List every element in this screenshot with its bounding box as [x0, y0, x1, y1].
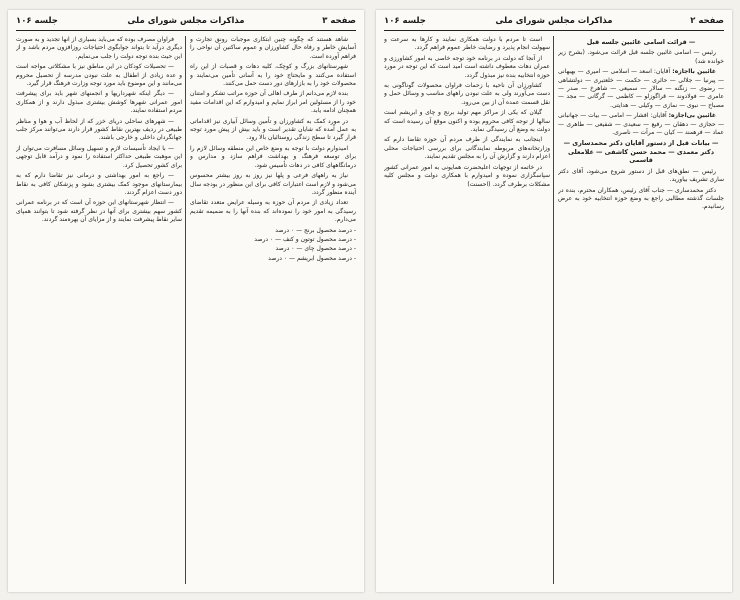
list-item: - درصد محصول ابریشم — ۰ درصد: [268, 254, 356, 262]
page-header: [16, 16, 356, 30]
header-rule: [16, 30, 356, 31]
paragraph: — تحصیلات کودکان در این مناطق نیز با مشکلاتی مواجه است و عده زیادی از اطفال به علت نبودن مدرسه از تحصیل محروم می‌مانند و این موضوع باید مورد توجه وزارت فرهنگ قرار گیرد.: [16, 63, 182, 88]
column-left: [16, 36, 182, 584]
paragraph: از آنجا که دولت در برنامه خود توجه خاصی به امور کشاورزی و عمران دهات معطوف داشته است امید است که این توجه در مورد حوزه انتخابیه بنده نیز مبذول گردد.: [384, 54, 550, 79]
paragraph: بنده لازم می‌دانم از طرف اهالی آن حوزه مراتب تشکر و امتنان خود را از مسئولین امر ابراز نمایم و امیدوارم که این اقدامات مفید همچنان ادامه یابد.: [190, 90, 356, 115]
column-left: [384, 36, 550, 584]
document-spread: [8, 10, 732, 592]
paragraph: دکتر محمدساری — جناب آقای رئیس، همکاران محترم، بنده در جلسات گذشته مطالبی راجع به وضع حوزه انتخابیه خود به عرض رسانیدم.: [558, 186, 724, 211]
paragraph: امیدوارم دولت با توجه به وضع خاص این منطقه وسائل لازم را برای توسعه فرهنگ و بهداشت فراهم سازد و مدارس و درمانگاههای کافی در دهات تأسیس شود.: [190, 144, 356, 169]
paragraph: شهرستانهای بزرگ و کوچک، کلیه دهات و قصبات از این راه استفاده می‌کنند و مایحتاج خود را به آسانی تأمین می‌نمایند و محصولات خود را به بازارهای دور دست حمل می‌کنند.: [190, 63, 356, 88]
page-right: [376, 10, 732, 592]
column-right: [558, 36, 724, 584]
column-right: [190, 36, 356, 584]
header-rule: [384, 30, 724, 31]
paragraph: تعداد زیادی از مردم آن حوزه به وسیله عرایض متعدد تقاضای رسیدگی به امور خود را نموده‌اند که بنده آنها را به ضمیمه تقدیم می‌دارم.: [190, 199, 356, 224]
paragraph: رئیس — اسامی غائبین جلسه قبل قرائت می‌شود. (بشرح زیر خوانده شد): [558, 49, 724, 65]
list-item: - درصد محصول چای — ۰ درصد: [275, 245, 356, 253]
paragraph: — شهرهای ساحلی دریای خزر که از لحاظ آب و هوا و مناظر طبیعی در ردیف بهترین نقاط کشور قرار دارند می‌توانند مرکز جلب جهانگردان داخلی و خارجی باشند.: [16, 117, 182, 142]
paragraph: — راجع به امور بهداشتی و درمانی نیز تقاضا دارم که به بیمارستانهای موجود کمک بیشتری بشود و پزشکان کافی به نقاط دور دست اعزام گردند.: [16, 172, 182, 196]
page-title: مذاکرات مجلس شورای ملی: [127, 16, 245, 26]
section-heading: — قرائت اسامی غائبین جلسه قبل: [586, 38, 696, 46]
absent-noleave-list: غائبین بی‌اجازه: آقایان: افشار — امامی — بیات — جهانبانی — حجازی — دهقان — رفیع — سعیدی — شفیعی — طاهری — عماد — فرهمند — کیان — مرآت — ناصری.: [558, 112, 724, 137]
paragraph: اینجانب به نمایندگی از طرف مردم آن حوزه تقاضا دارم که وزارتخانه‌های مربوطه نمایندگانی برای بررسی احتیاجات محلی اعزام دارند و گزارش آن را به مجلس تقدیم نمایند.: [384, 136, 550, 161]
paragraph: رئیس — نطق‌های قبل از دستور شروع می‌شود، آقای دکتر ساری تشریف بیاورید.: [558, 167, 724, 184]
paragraph: کشاورزان آن ناحیه با زحمات فراوان محصولات گوناگونی به دست می‌آورند ولی به علت نبودن راههای مناسب و وسائل حمل و نقل قسمت عمده آن از بین می‌رود.: [384, 82, 550, 106]
page-number: صفحه ۳: [322, 16, 356, 26]
session-label: جلسه ۱۰۶: [16, 16, 58, 26]
paragraph: — با ایجاد تأسیسات لازم و تسهیل وسائل مسافرت می‌توان از این موهبت طبیعی حداکثر استفاده را نمود و درآمد قابل توجهی برای کشور تحصیل کرد.: [16, 144, 182, 169]
paragraph: است تا مردم با دولت همکاری نمایند و کارها به سرعت و سهولت انجام پذیرد و رضایت خاطر عموم فراهم گردد.: [384, 36, 550, 52]
paragraph: گیلان که یکی از مراکز مهم تولید برنج و چای و ابریشم است سالها از توجه کافی محروم بوده و اکنون موقع آن رسیده است که دولت به وضع آن رسیدگی نماید.: [384, 109, 550, 134]
list-item: - درصد محصول برنج — ۰ درصد: [275, 226, 356, 234]
paragraph: نیاز به راههای فرعی و پلها نیز روز به روز بیشتر محسوس می‌شود و لازم است اعتبارات کافی برای این منظور در بودجه سال آینده منظور گردد.: [190, 172, 356, 196]
section-heading: — بیانات قبل از دستور آقایان دکتر محمدساری — دکتر معمدی — محمد حسن کاشفی — غلامعلی قاسمی: [563, 139, 719, 165]
absent-list: غائبین بااجازه: آقایان: اسعد — اسلامی — امیری — بهبهانی — پیرنیا — جلالی — حائری — حکمت — خلعتبری — دولتشاهی — رضوی — زنگنه — سالار — سمیعی — شاهرخ — صدر — عامری — فولادوند — قراگوزلو — کاظمی — گرگانی — مجد — مصباح — نبوی — نمازی — وکیلی — هدایتی.: [558, 68, 724, 109]
paragraph: — دیگر اینکه شهرداریها و انجمنهای شهر باید برای پیشرفت امور عمرانی شهرها کوشش بیشتری مبذول دارند و از همکاری مردم استفاده نمایند.: [16, 90, 182, 115]
column-divider: [185, 36, 186, 584]
paragraph: فراوان مصرف بوده که می‌باید بسیاری از آنها تجدید و به صورت دیگری درآید تا بتواند جوابگوی احتیاجات روزافزون مردم باشد و از این حیث بنده توجه دولت را جلب می‌نمایم.: [16, 36, 182, 60]
paragraph: در مورد کمک به کشاورزان و تأمین وسائل آبیاری نیز اقداماتی به عمل آمده که شایان تقدیر است و باید بیش از پیش مورد توجه قرار گیرد تا سطح زندگی روستائیان بالا رود.: [190, 117, 356, 142]
page-number: صفحه ۲: [690, 16, 724, 26]
column-divider: [553, 36, 554, 584]
paragraph: شاهد هستند که چگونه چنین ابتکاری موجبات رونق تجارت و آسایش خاطر و رفاه حال کشاورزان و عموم ساکنین آن نواحی را فراهم آورده است.: [190, 36, 356, 60]
paragraph: در خاتمه از توجهات اعلیحضرت همایونی به امور عمرانی کشور سپاسگزاری نموده و امیدوارم با همکاری دولت و مجلس کلیه مشکلات برطرف گردد. (احسنت): [384, 163, 550, 188]
session-label: جلسه ۱۰۶: [384, 16, 426, 26]
page-header: [384, 16, 724, 30]
list-item: - درصد محصول توتون و کنف — ۰ درصد: [254, 235, 356, 243]
page-left: [8, 10, 364, 592]
paragraph: — انتظار شهرستانهای این حوزه آن است که در برنامه عمرانی کشور سهم بیشتری برای آنها در نظر گرفته شود تا بتوانند همپای سایر نقاط پیشرفت نمایند و از مزایای آن بهره‌مند گردند.: [16, 199, 182, 224]
page-title: مذاکرات مجلس شورای ملی: [495, 16, 613, 26]
